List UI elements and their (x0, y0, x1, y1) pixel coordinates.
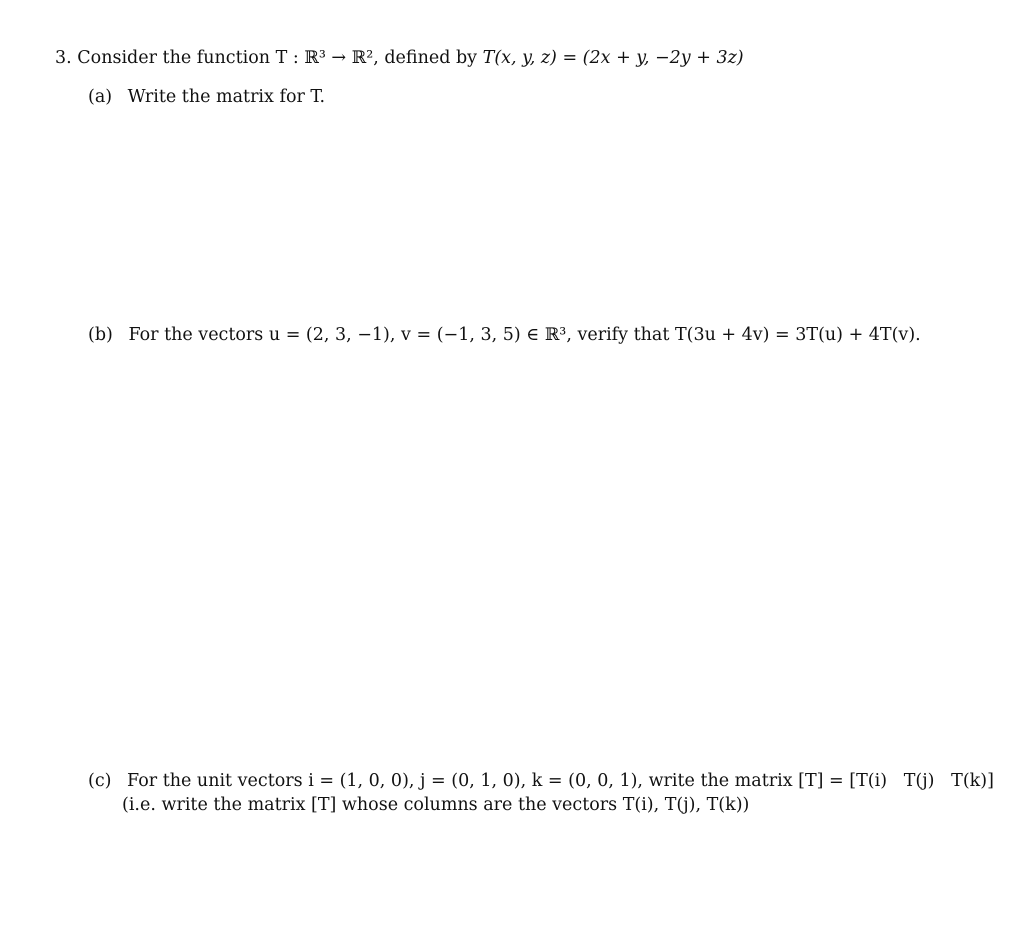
linearity-identity: T(3u + 4v) = 3T(u) + 4T(v). (674, 325, 921, 345)
part-a-text: Write the matrix for T. (127, 87, 326, 107)
part-b-prefix: For the vectors (128, 325, 264, 345)
question-stem (55, 47, 744, 69)
part-c-clarification: (i.e. write the matrix [T] whose columns are the vectors T(i), T(j), T(k)) (122, 795, 750, 815)
part-b-label: (b) (88, 325, 113, 345)
part-a-label: (a) (88, 87, 113, 107)
function-definition: T(x, y, z) = (2x + y, −2y + 3z) (482, 48, 744, 68)
matrix-definition: [T] = [T(i) T(j) T(k)] (798, 771, 994, 791)
part-b-mid: verify that (577, 325, 670, 345)
question-number: 3. (55, 48, 72, 68)
stem-prefix: Consider the function (77, 48, 271, 68)
unit-vector-k: k = (0, 0, 1), (531, 771, 643, 791)
stem-mid: defined by (384, 48, 478, 68)
part-c-prefix: For the unit vectors (127, 771, 303, 791)
part-c (88, 770, 994, 792)
unit-vector-j: j = (0, 1, 0), (420, 771, 527, 791)
unit-vector-i: i = (1, 0, 0), (308, 771, 415, 791)
vector-u-definition: u = (2, 3, −1), (268, 325, 396, 345)
part-c-label: (c) (88, 771, 112, 791)
part-a (88, 86, 325, 108)
part-c-mid: write the matrix (648, 771, 793, 791)
map-signature: T : ℝ³ → ℝ², (275, 48, 379, 68)
part-b (88, 324, 921, 346)
vector-v-definition: v = (−1, 3, 5) ∈ ℝ³, (401, 325, 572, 345)
